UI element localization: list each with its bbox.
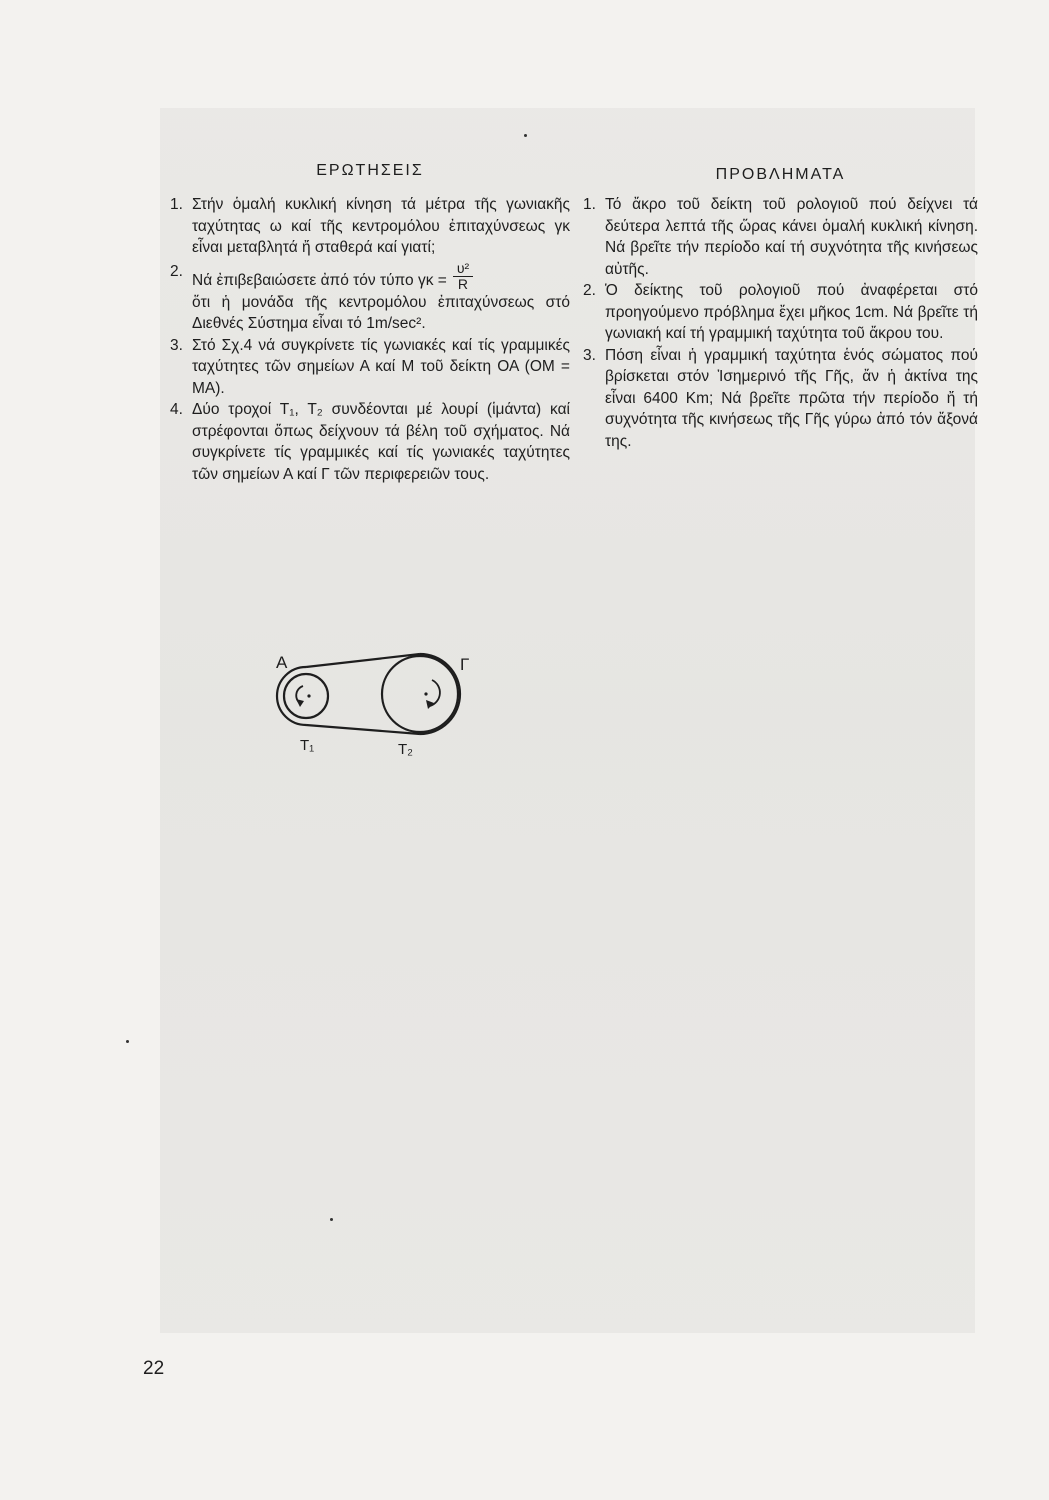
questions-section (170, 160, 570, 485)
question-text-before: Νά ἐπιβεβαιώσετε ἀπό τόν τύπο γκ = (192, 272, 447, 289)
problems-heading: ΠΡΟΒΛΗΜΑΤΑ (715, 166, 846, 183)
problem-number: 3. (583, 346, 596, 364)
question-text: Δύο τροχοί Τ₁, Τ₂ συνδέονται μέ λουρί (ἱμάντα) καί στρέφονται ὅπως δείχνουν τά βέλη τοῦ σχήματος. Νά συγκρίνετε τίς γραμμικές καί τίς γωνιακές ταχύτητες τῶν σημείων Α καί Γ τῶν περιφερειῶν τους. (192, 401, 570, 483)
label-g: Γ (460, 655, 470, 674)
page-number: 22 (143, 1358, 165, 1379)
question-text-after: ὅτι ἡ μονάδα τῆς κεντρομόλου ἐπιταχύνσεως στό Διεθνές Σύστημα εἶναι τό 1m/sec². (192, 293, 570, 332)
problem-number: 2. (583, 282, 596, 299)
label-a: Α (276, 653, 288, 672)
question-number: 1. (170, 196, 183, 213)
problem-text: Πόση εἶναι ἡ γραμμική ταχύτητα ἑνός σώματος πού βρίσκεται στόν Ἰσημερινό τῆς Γῆς, ἄν ἡ ἀκτίνα της εἶναι 6400 Km; Νά βρεῖτε πρῶτα τήν περίοδο ἤ τή συχνότητα τῆς κινήσεως τῆς Γῆς γύρω ἀπό τόν ἄξονά της. (605, 346, 978, 450)
problem-item-1 (583, 194, 978, 280)
wheel-t1 (284, 674, 328, 718)
question-number: 4. (170, 401, 183, 418)
problem-text: Τό ἄκρο τοῦ δείκτη τοῦ ρολογιοῦ πού δείχνει τά δεύτερα λεπτά τῆς ὥρας κάνει ὁμαλή κυκλική κίνηση. Νά βρεῖτε τήν περίοδο καί τή συχνότητα τῆς κινήσεως αὐτῆς. (605, 196, 978, 278)
fraction-numerator: υ² (453, 261, 473, 277)
question-item-2 (170, 261, 570, 335)
centripetal-formula-fraction (453, 261, 473, 292)
question-number: 2. (170, 262, 183, 280)
scan-speck (524, 134, 527, 137)
questions-heading: ΕΡΩΤΗΣΕΙΣ (316, 162, 424, 179)
problem-number: 1. (583, 196, 596, 213)
scan-speck (126, 1040, 129, 1043)
label-t2: Τ₂ (398, 741, 413, 758)
arrowhead-t1-icon (296, 699, 304, 707)
question-number: 3. (170, 336, 183, 354)
belt-bottom (306, 725, 420, 734)
question-item-1 (170, 194, 570, 259)
question-text: Στό Σχ.4 νά συγκρίνετε τίς γωνιακές καί τίς γραμμικές ταχύτητες τῶν σημείων Α καί Μ τοῦ δείκτη ΟΑ (ΟΜ = ΜΑ). (192, 336, 570, 397)
question-text-block (192, 261, 570, 335)
formula-line (192, 261, 570, 292)
fraction-denominator: R (457, 275, 469, 292)
question-text: Στήν ὁμαλή κυκλική κίνηση τά μέτρα τῆς γωνιακῆς ταχύτητας ω καί τῆς κεντρομόλου ἐπιταχύνσεως γκ εἶναι μεταβλητά ἤ σταθερά καί γιατί; (192, 196, 570, 256)
point-a-dot (307, 694, 310, 697)
question-item-4 (170, 399, 570, 485)
point-g-dot (424, 692, 427, 695)
scan-speck (330, 1218, 333, 1221)
wheel-t2 (382, 656, 458, 732)
label-t1: Τ₁ (300, 737, 315, 754)
problem-item-3 (583, 345, 978, 453)
belt-left-arc (277, 667, 306, 725)
belt-pulley-figure (270, 650, 490, 760)
problem-text: Ὁ δείκτης τοῦ ρολογιοῦ πού ἀναφέρεται στό προηγούμενο πρόβλημα ἔχει μῆκος 1cm. Νά βρεῖτε τή γωνιακή καί τή γραμμική ταχύτητα τοῦ ἄκρου του. (605, 282, 978, 342)
problems-section (583, 160, 978, 452)
problem-item-2 (583, 280, 978, 345)
question-item-3 (170, 335, 570, 400)
